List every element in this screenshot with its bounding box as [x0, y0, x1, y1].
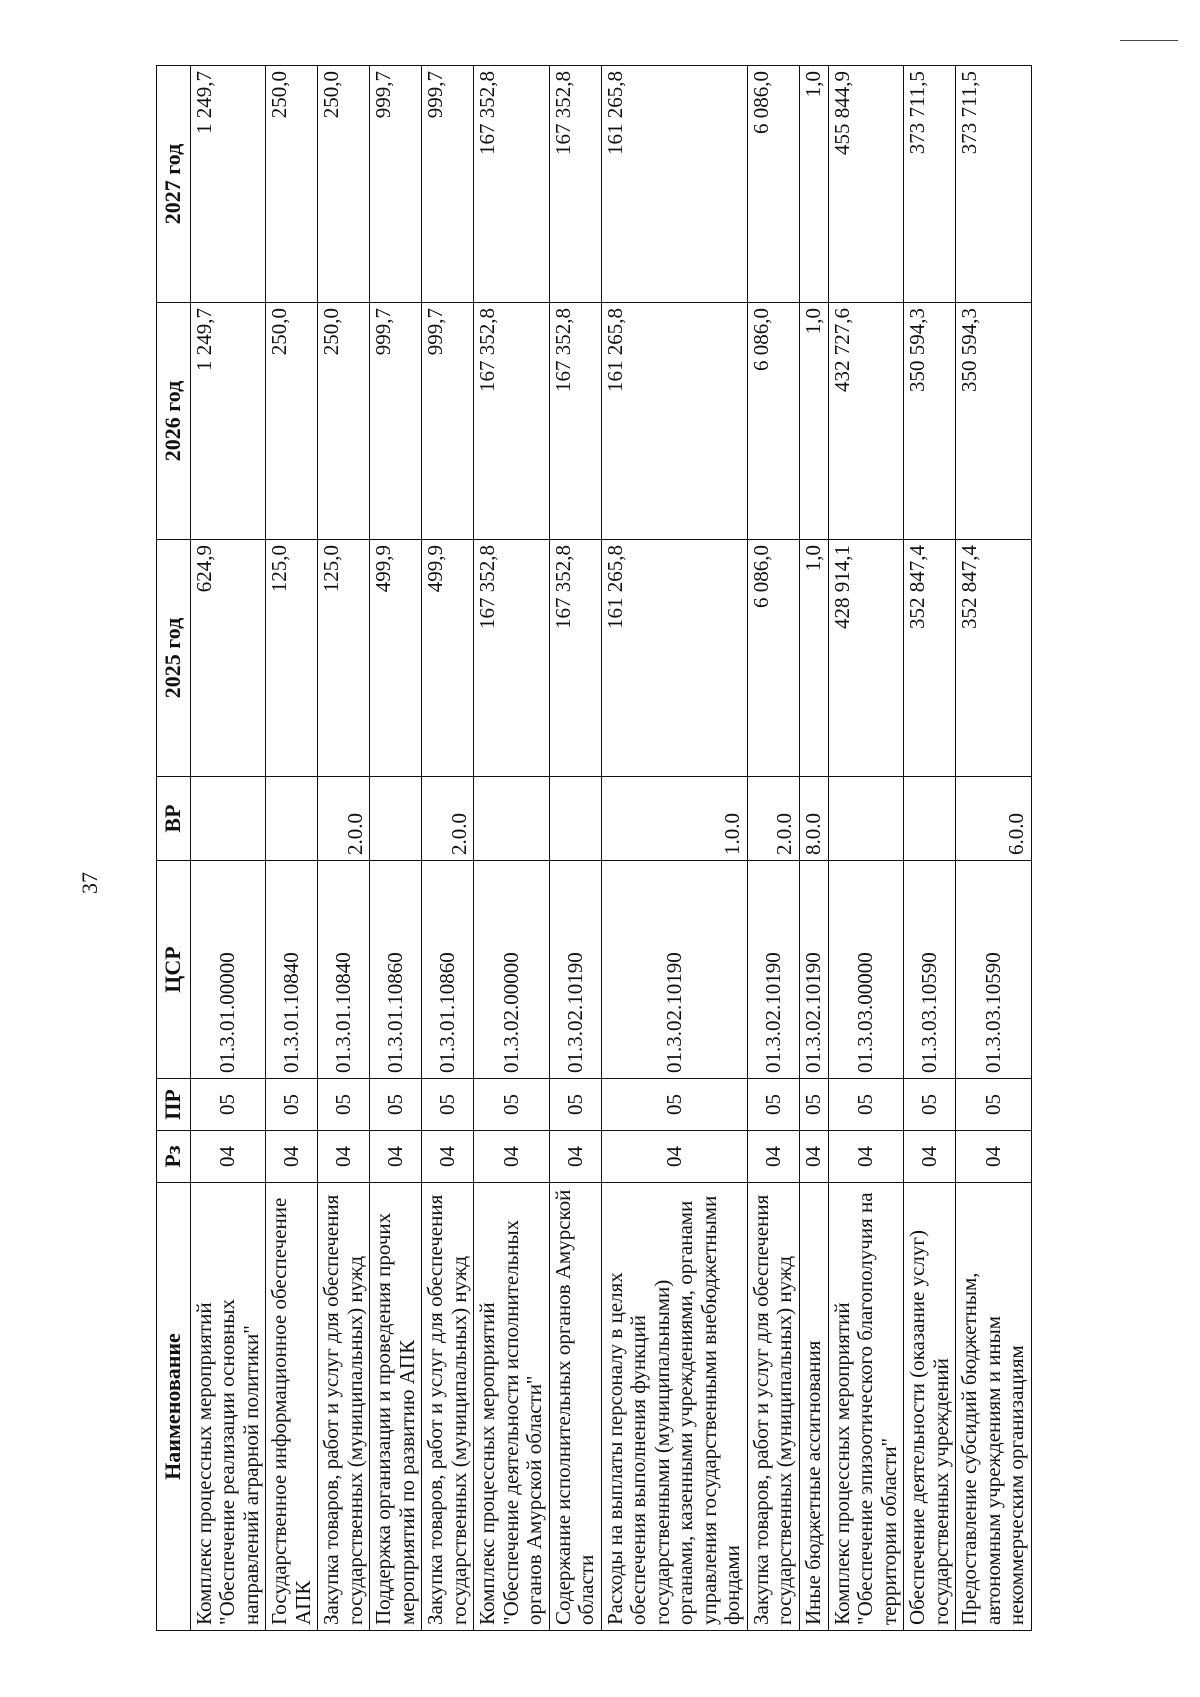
cell-pr: 05	[601, 1079, 747, 1131]
cell-2027: 373 711,5	[904, 66, 956, 303]
header-vr: ВР	[157, 777, 191, 861]
cell-pr: 05	[956, 1079, 1032, 1131]
table-row	[549, 66, 601, 1631]
table-row	[370, 66, 422, 1631]
table-row	[474, 66, 550, 1631]
cell-2025: 167 352,8	[549, 540, 601, 777]
cell-csr: 01.3.03.10590	[904, 861, 956, 1079]
table-row	[601, 66, 747, 1631]
cell-name: Предоставление субсидий бюджетным, автономным учреждениям и иным некоммерческим организациям	[956, 1183, 1032, 1631]
table-row	[828, 66, 904, 1631]
table-row	[956, 66, 1032, 1631]
cell-2025: 624,9	[190, 540, 266, 777]
cell-2025: 499,9	[370, 540, 422, 777]
cell-2025: 352 847,4	[956, 540, 1032, 777]
cell-2027: 167 352,8	[474, 66, 550, 303]
cell-2027: 250,0	[318, 66, 370, 303]
cell-2025: 1,0	[800, 540, 829, 777]
cell-csr: 01.3.02.10190	[601, 861, 747, 1079]
cell-rz: 04	[549, 1131, 601, 1183]
cell-csr: 01.3.02.00000	[474, 861, 550, 1079]
cell-2027: 1 249,7	[190, 66, 266, 303]
cell-vr	[190, 777, 266, 861]
cell-csr: 01.3.01.10860	[422, 861, 474, 1079]
cell-2026: 999,7	[370, 303, 422, 540]
table-row	[800, 66, 829, 1631]
cell-2027: 1,0	[800, 66, 829, 303]
cell-rz: 04	[956, 1131, 1032, 1183]
table-row	[904, 66, 956, 1631]
table-row	[190, 66, 266, 1631]
cell-vr	[549, 777, 601, 861]
header-pr: ПР	[157, 1079, 191, 1131]
cell-2025: 6 086,0	[747, 540, 799, 777]
cell-pr: 05	[422, 1079, 474, 1131]
cell-rz: 04	[828, 1131, 904, 1183]
cell-pr: 05	[474, 1079, 550, 1131]
cell-pr: 05	[370, 1079, 422, 1131]
cell-2026: 1 249,7	[190, 303, 266, 540]
cell-2025: 352 847,4	[904, 540, 956, 777]
cell-csr: 01.3.01.10860	[370, 861, 422, 1079]
cell-pr: 05	[318, 1079, 370, 1131]
cell-pr: 05	[828, 1079, 904, 1131]
cell-2026: 350 594,3	[904, 303, 956, 540]
page-number: 37	[77, 872, 102, 894]
cell-csr: 01.3.02.10190	[747, 861, 799, 1079]
cell-csr: 01.3.02.10190	[549, 861, 601, 1079]
cell-pr: 05	[904, 1079, 956, 1131]
cell-2027: 999,7	[422, 66, 474, 303]
cell-name: Закупка товаров, работ и услуг для обеспечения государственных (муниципальных) нужд	[422, 1183, 474, 1631]
cell-2026: 432 727,6	[828, 303, 904, 540]
cell-name: Закупка товаров, работ и услуг для обеспечения государственных (муниципальных) нужд	[318, 1183, 370, 1631]
cell-2027: 6 086,0	[747, 66, 799, 303]
cell-pr: 05	[800, 1079, 829, 1131]
cell-pr: 05	[266, 1079, 318, 1131]
cell-2026: 250,0	[318, 303, 370, 540]
cell-csr: 01.3.02.10190	[800, 861, 829, 1079]
header-2026: 2026 год	[157, 303, 191, 540]
cell-rz: 04	[747, 1131, 799, 1183]
table-row	[318, 66, 370, 1631]
cell-pr: 05	[190, 1079, 266, 1131]
table-row	[266, 66, 318, 1631]
cell-csr: 01.3.01.10840	[266, 861, 318, 1079]
header-2027: 2027 год	[157, 66, 191, 303]
cell-name: Комплекс процессных мероприятий "Обеспечение эпизоотического благополучия на территории области"	[828, 1183, 904, 1631]
cell-2025: 428 914,1	[828, 540, 904, 777]
cell-2026: 350 594,3	[956, 303, 1032, 540]
table-row	[422, 66, 474, 1631]
cell-rz: 04	[601, 1131, 747, 1183]
header-csr: ЦСР	[157, 861, 191, 1079]
cell-name: Государственное информационное обеспечение АПК	[266, 1183, 318, 1631]
cell-2026: 167 352,8	[474, 303, 550, 540]
cell-vr: 2.0.0	[318, 777, 370, 861]
cell-rz: 04	[800, 1131, 829, 1183]
cell-2026: 999,7	[422, 303, 474, 540]
cell-2025: 167 352,8	[474, 540, 550, 777]
cell-name: Закупка товаров, работ и услуг для обеспечения государственных (муниципальных) нужд	[747, 1183, 799, 1631]
cell-2025: 161 265,8	[601, 540, 747, 777]
cell-name: Обеспечение деятельности (оказание услуг) государственных учреждений	[904, 1183, 956, 1631]
cell-vr: 2.0.0	[747, 777, 799, 861]
cell-2025: 125,0	[266, 540, 318, 777]
header-rz: Рз	[157, 1131, 191, 1183]
cell-2027: 455 844,9	[828, 66, 904, 303]
header-name: Наименование	[157, 1183, 191, 1631]
cell-csr: 01.3.03.00000	[828, 861, 904, 1079]
cell-vr	[474, 777, 550, 861]
cell-vr	[266, 777, 318, 861]
budget-table-container	[156, 65, 1090, 1631]
cell-2027: 373 711,5	[956, 66, 1032, 303]
cell-rz: 04	[190, 1131, 266, 1183]
table-row	[747, 66, 799, 1631]
cell-csr: 01.3.01.10840	[318, 861, 370, 1079]
cell-vr	[370, 777, 422, 861]
cell-csr: 01.3.03.10590	[956, 861, 1032, 1079]
cell-2026: 167 352,8	[549, 303, 601, 540]
cell-2027: 161 265,8	[601, 66, 747, 303]
cell-2025: 499,9	[422, 540, 474, 777]
cell-name: Комплекс процессных мероприятий "Обеспечение реализации основных направлений аграрной политики"	[190, 1183, 266, 1631]
top-rule	[1120, 40, 1178, 41]
cell-csr: 01.3.01.00000	[190, 861, 266, 1079]
cell-name: Содержание исполнительных органов Амурской области	[549, 1183, 601, 1631]
cell-2025: 125,0	[318, 540, 370, 777]
cell-rz: 04	[370, 1131, 422, 1183]
cell-2026: 250,0	[266, 303, 318, 540]
cell-2026: 161 265,8	[601, 303, 747, 540]
cell-pr: 05	[549, 1079, 601, 1131]
cell-name: Поддержка организации и проведения прочих мероприятий по развитию АПК	[370, 1183, 422, 1631]
cell-vr: 1.0.0	[601, 777, 747, 861]
cell-name: Комплекс процессных мероприятий "Обеспечение деятельности исполнительных органов Амурской области"	[474, 1183, 550, 1631]
cell-2027: 250,0	[266, 66, 318, 303]
budget-table	[156, 65, 1032, 1631]
cell-rz: 04	[266, 1131, 318, 1183]
table-header-row	[157, 66, 191, 1631]
cell-rz: 04	[422, 1131, 474, 1183]
cell-name: Расходы на выплаты персоналу в целях обеспечения выполнения функций государственными (муниципальными) органами, казенными учреждениями, органами управления государственными внебюджетными фондами	[601, 1183, 747, 1631]
cell-2026: 6 086,0	[747, 303, 799, 540]
cell-rz: 04	[474, 1131, 550, 1183]
cell-vr: 8.0.0	[800, 777, 829, 861]
cell-vr	[828, 777, 904, 861]
header-2025: 2025 год	[157, 540, 191, 777]
cell-vr	[904, 777, 956, 861]
cell-2027: 167 352,8	[549, 66, 601, 303]
cell-2026: 1,0	[800, 303, 829, 540]
cell-rz: 04	[904, 1131, 956, 1183]
cell-vr: 6.0.0	[956, 777, 1032, 861]
cell-rz: 04	[318, 1131, 370, 1183]
cell-name: Иные бюджетные ассигнования	[800, 1183, 829, 1631]
cell-2027: 999,7	[370, 66, 422, 303]
cell-vr: 2.0.0	[422, 777, 474, 861]
cell-pr: 05	[747, 1079, 799, 1131]
